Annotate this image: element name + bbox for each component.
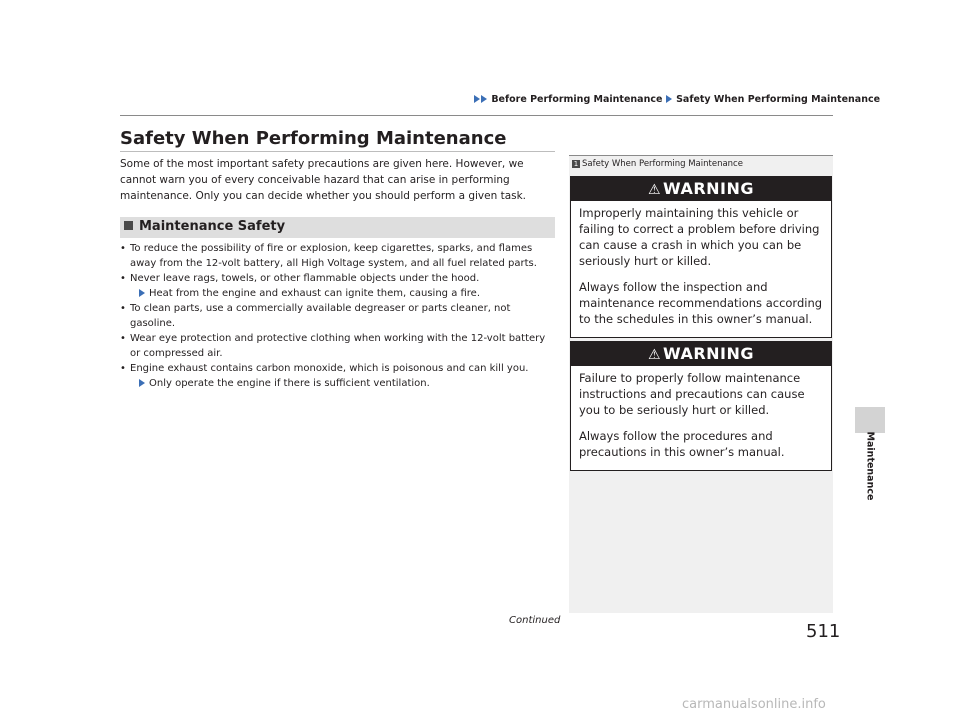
warning-box bbox=[570, 176, 832, 338]
side-note-title-text: Safety When Performing Maintenance bbox=[582, 159, 743, 169]
intro-paragraph: Some of the most important safety precautions are given here. However, we cannot warn you of every conceivable hazard that can arise in performing maintenance. Only you can decide whether you should perform a given task. bbox=[120, 158, 527, 202]
warning-text: Improperly maintaining this vehicle or failing to correct a problem before driving can cause a crash in which you can be seriously hurt or killed. bbox=[579, 206, 820, 268]
safety-list bbox=[120, 241, 558, 391]
square-bullet-icon bbox=[124, 221, 133, 230]
breadcrumb-parent[interactable]: Before Performing Maintenance bbox=[491, 94, 663, 105]
list-item-text: Never leave rags, towels, or other flammable objects under the hood. bbox=[130, 273, 480, 284]
warning-triangle-icon: ⚠ bbox=[647, 182, 662, 198]
arrow-icon bbox=[666, 95, 672, 103]
arrow-icon bbox=[139, 289, 145, 297]
breadcrumb bbox=[474, 94, 880, 105]
list-item: • To reduce the possibility of fire or explosion, keep cigarettes, sparks, and flames away from the 12-volt battery, all High Voltage system, and all fuel related parts. bbox=[120, 243, 537, 269]
warning-header bbox=[571, 177, 831, 201]
page-title: Safety When Performing Maintenance bbox=[120, 128, 507, 149]
warning-label: WARNING bbox=[663, 179, 755, 198]
section-tab-label: Maintenance bbox=[864, 431, 876, 501]
section-title: Maintenance Safety bbox=[139, 219, 286, 234]
warning-box bbox=[570, 341, 832, 471]
list-item-text: Wear eye protection and protective clothing when working with the 12-volt battery or compressed air. bbox=[130, 333, 546, 359]
section-tab-marker bbox=[855, 407, 885, 433]
warning-label: WARNING bbox=[663, 344, 755, 363]
list-item-subtext: Heat from the engine and exhaust can ignite them, causing a fire. bbox=[149, 288, 481, 299]
list-item: • To clean parts, use a commercially available degreaser or parts cleaner, not gasoline. bbox=[120, 303, 511, 329]
section-header bbox=[120, 217, 555, 238]
list-item: • Never leave rags, towels, or other flammable objects under the hood. Heat from the engine and exhaust can ignite them, causing a fire. bbox=[120, 273, 481, 299]
continued-label: Continued bbox=[509, 615, 561, 626]
arrow-icon bbox=[481, 95, 487, 103]
list-item-text: Engine exhaust contains carbon monoxide, which is poisonous and can kill you. bbox=[130, 363, 529, 374]
warning-header bbox=[571, 342, 831, 366]
list-item: • Engine exhaust contains carbon monoxide, which is poisonous and can kill you. Only operate the engine if there is sufficient ventilation. bbox=[120, 363, 529, 389]
warning-text: Always follow the procedures and precautions in this owner’s manual. bbox=[579, 429, 785, 459]
title-divider bbox=[120, 151, 555, 152]
note-number-badge: 1 bbox=[573, 160, 579, 168]
warning-triangle-icon: ⚠ bbox=[647, 347, 662, 363]
header-divider bbox=[120, 115, 833, 116]
breadcrumb-current: Safety When Performing Maintenance bbox=[676, 94, 881, 105]
warning-text: Failure to properly follow maintenance instructions and precautions can cause you to be seriously hurt or killed. bbox=[579, 371, 805, 417]
list-item-subtext: Only operate the engine if there is sufficient ventilation. bbox=[149, 378, 430, 389]
page-number: 511 bbox=[806, 621, 841, 642]
warning-text: Always follow the inspection and maintenance recommendations according to the schedules in this owner’s manual. bbox=[579, 280, 823, 326]
list-item-text: To clean parts, use a commercially available degreaser or parts cleaner, not gasoline. bbox=[130, 303, 511, 329]
watermark: carmanualsonline.info bbox=[682, 697, 826, 712]
arrow-icon bbox=[139, 379, 145, 387]
side-note-divider bbox=[569, 155, 833, 156]
list-item-text: To reduce the possibility of fire or explosion, keep cigarettes, sparks, and flames away from the 12-volt battery, all High Voltage system, and all fuel related parts. bbox=[130, 243, 537, 269]
side-note-title bbox=[572, 159, 743, 169]
list-item: • Wear eye protection and protective clothing when working with the 12-volt battery or compressed air. bbox=[120, 333, 546, 359]
arrow-icon bbox=[474, 95, 480, 103]
